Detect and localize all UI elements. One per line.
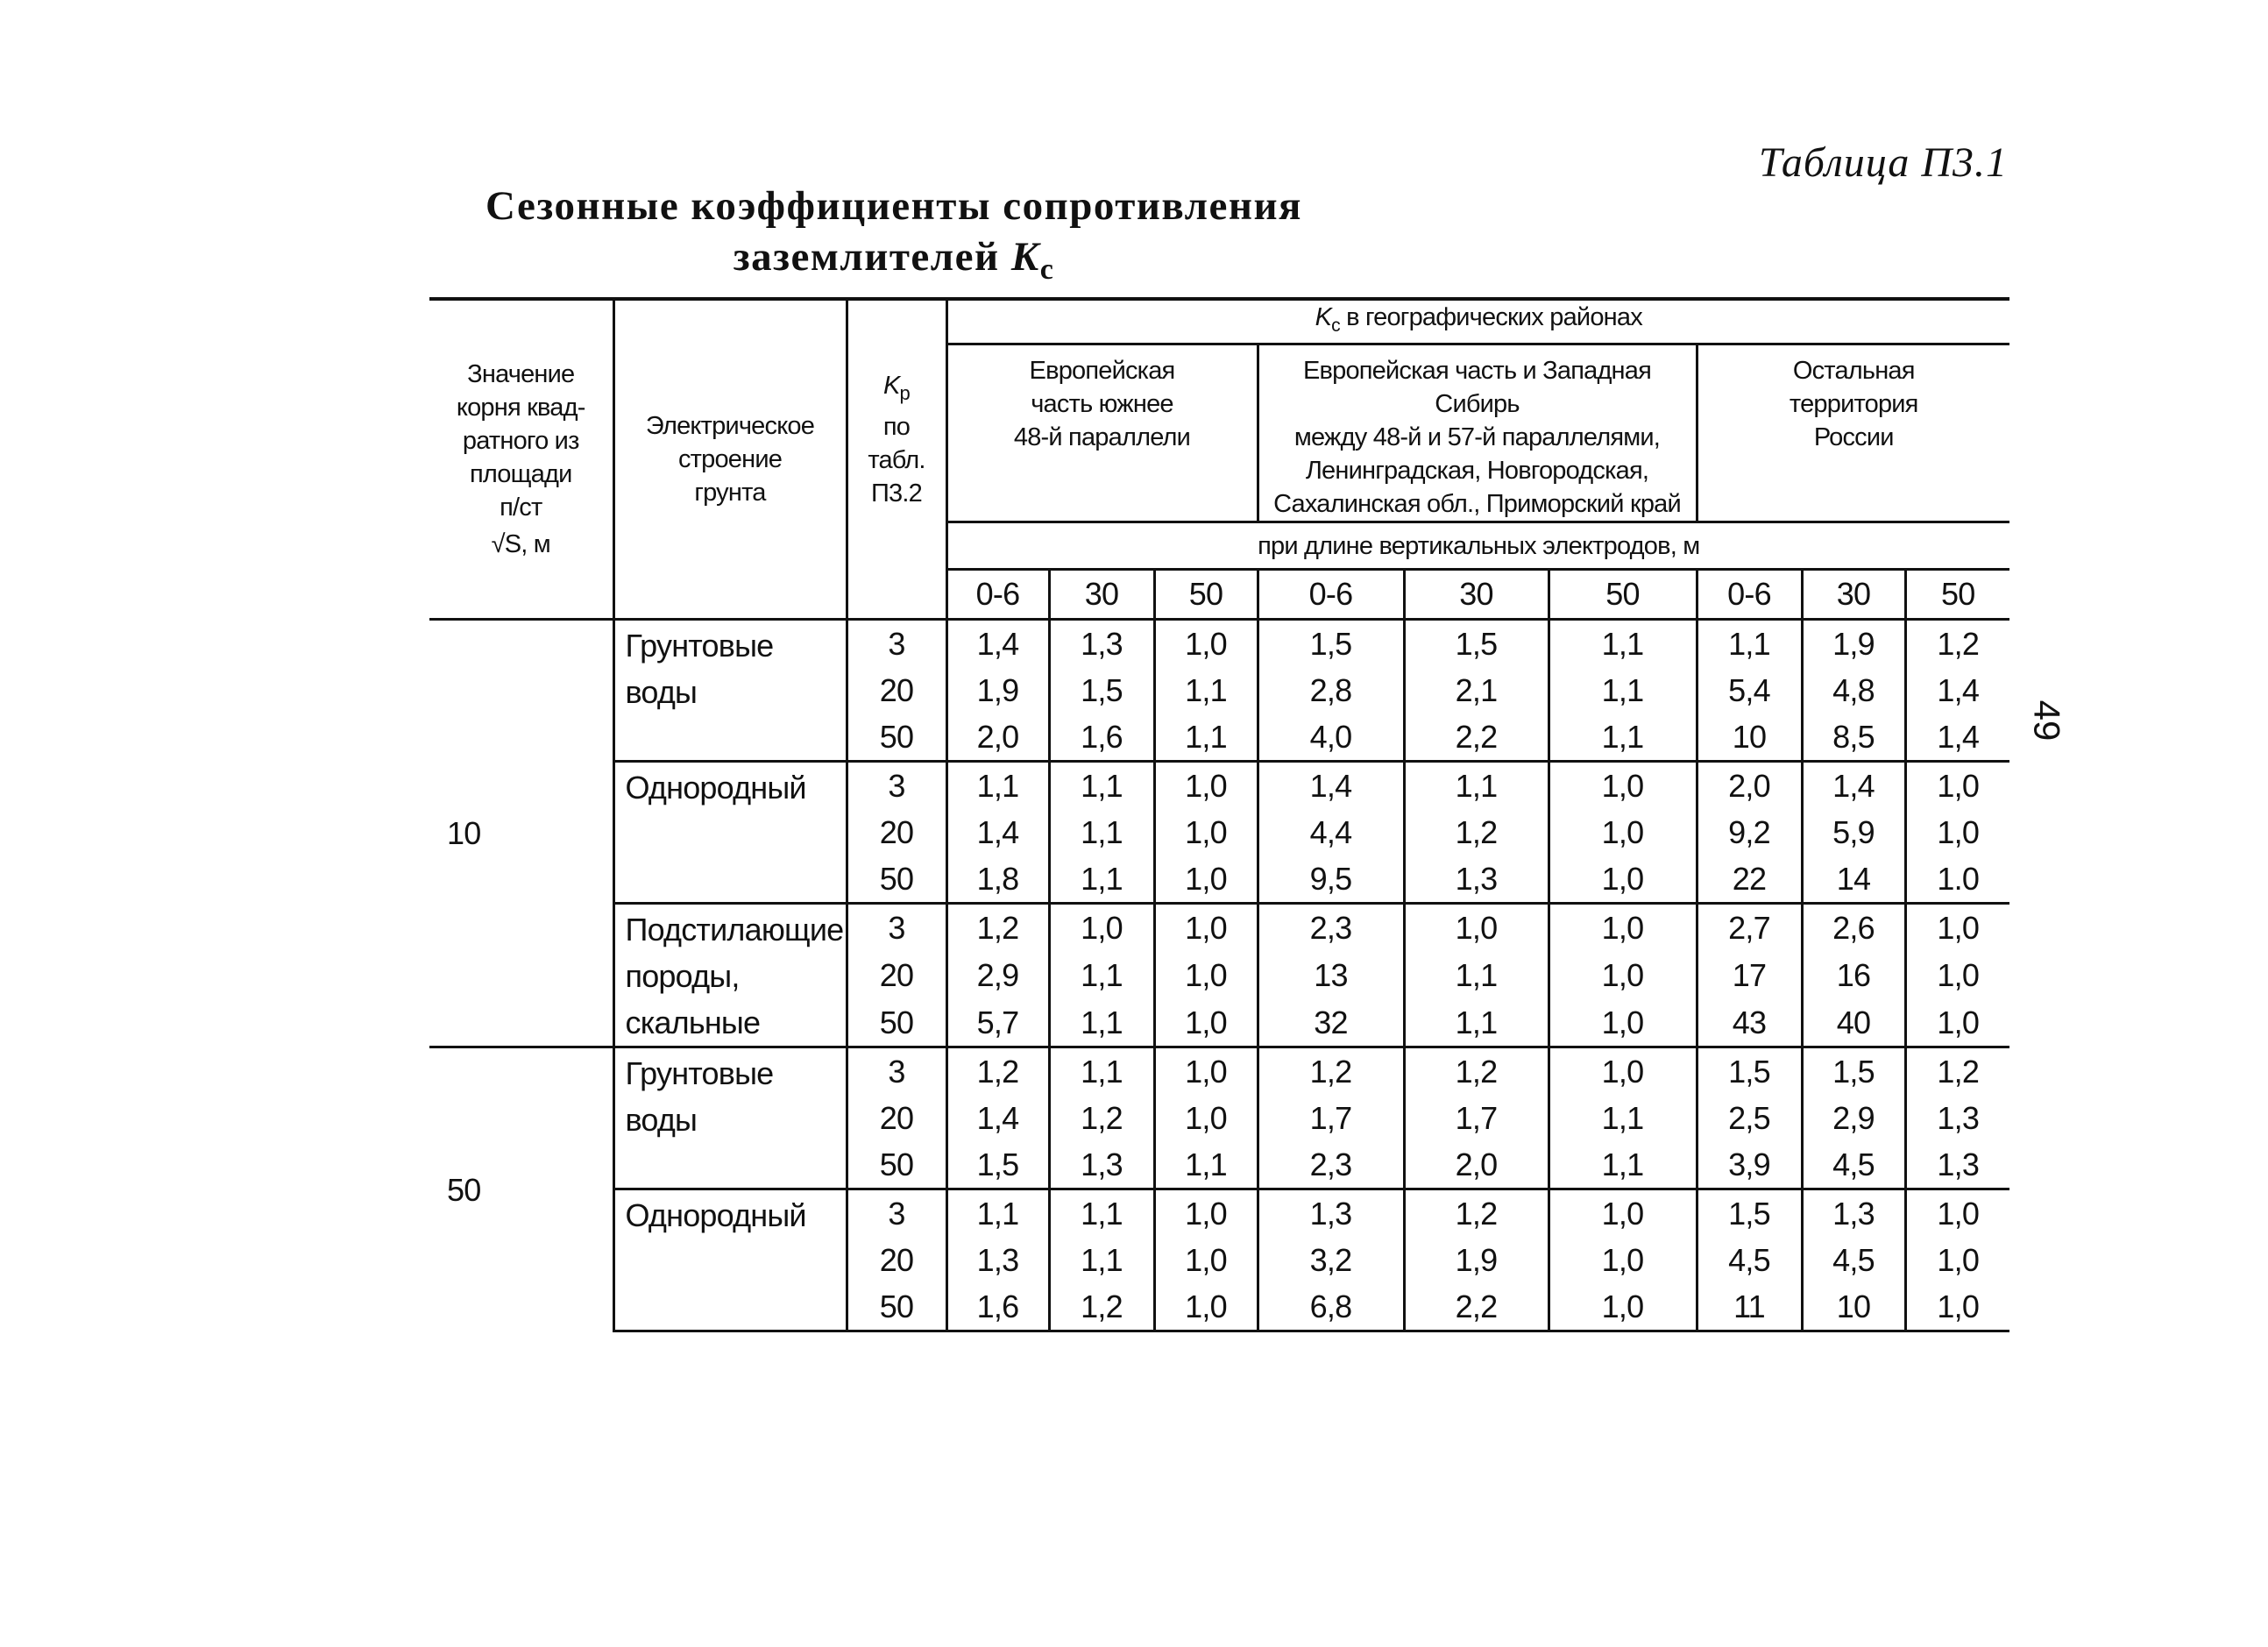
kc-value: 2,0 xyxy=(1404,1141,1549,1189)
kc-value: 1,1 xyxy=(1049,998,1154,1047)
title-line-2 xyxy=(0,231,1788,295)
region-2-text xyxy=(1259,354,1696,521)
kc-value: 1,1 xyxy=(946,762,1049,810)
soil-type xyxy=(613,1189,847,1331)
header-area-text xyxy=(429,358,613,524)
text-line: площади xyxy=(469,460,572,488)
kc-value: 1,0 xyxy=(1154,1189,1258,1238)
kc-value: 1,0 xyxy=(1549,952,1697,999)
kc-value: 2,0 xyxy=(1697,762,1802,810)
text-line: Европейская xyxy=(1029,357,1175,385)
kc-value: 1,5 xyxy=(1404,620,1549,668)
text-line: табл. xyxy=(868,445,925,474)
kc-value: 1,1 xyxy=(1404,762,1549,810)
kc-value: 1,5 xyxy=(1049,667,1154,713)
kc-value: 1,0 xyxy=(1154,1047,1258,1096)
kc-value: 14 xyxy=(1802,855,1905,904)
kc-value: 1,0 xyxy=(1549,1283,1697,1331)
text-line: строение xyxy=(677,445,783,473)
electrode-length-header: 0-6 xyxy=(946,570,1049,620)
kp-value: 50 xyxy=(847,855,946,904)
kc-value: 9,2 xyxy=(1697,809,1802,855)
header-kp-text xyxy=(848,410,946,510)
kc-value: 1,1 xyxy=(1154,667,1258,713)
kc-value: 1,2 xyxy=(1404,1047,1549,1096)
kc-value: 1,4 xyxy=(1905,713,2009,762)
kc-value: 1,1 xyxy=(1049,855,1154,904)
kc-value: 1,3 xyxy=(1049,620,1154,668)
text-line: территория xyxy=(1789,390,1918,418)
title-symbol-sub: с xyxy=(1039,253,1055,286)
kc-value: 1,1 xyxy=(1049,1189,1154,1238)
kc-value: 1,0 xyxy=(1549,855,1697,904)
kc-value: 1,3 xyxy=(1905,1141,2009,1189)
kc-value: 1,0 xyxy=(1905,1189,2009,1238)
kc-value: 1,1 xyxy=(1404,998,1549,1047)
kc-value: 4,5 xyxy=(1802,1141,1905,1189)
kc-value: 1,0 xyxy=(1154,620,1258,668)
kc-value: 2,9 xyxy=(1802,1095,1905,1141)
text-line: по xyxy=(882,412,911,441)
text-line: грунта xyxy=(694,479,766,507)
kp-value: 20 xyxy=(847,809,946,855)
electrode-length-header: 50 xyxy=(1905,570,2009,620)
kc-value: 1,1 xyxy=(946,1189,1049,1238)
kc-value: 1,1 xyxy=(1549,1141,1697,1189)
header-region-1 xyxy=(946,344,1258,522)
kc-value: 1,5 xyxy=(946,1141,1049,1189)
kc-value: 16 xyxy=(1802,952,1905,999)
kc-value: 1,0 xyxy=(1154,762,1258,810)
kc-value: 11 xyxy=(1697,1283,1802,1331)
soil-type-line: породы, xyxy=(625,958,740,994)
kc-value: 4,8 xyxy=(1802,667,1905,713)
kc-value: 3,9 xyxy=(1697,1141,1802,1189)
kc-value: 1,1 xyxy=(1549,713,1697,762)
kc-value: 1,1 xyxy=(1049,1237,1154,1283)
kc-value: 1,9 xyxy=(946,667,1049,713)
kc-value: 1,9 xyxy=(1802,620,1905,668)
kc-value: 1,1 xyxy=(1404,952,1549,999)
title-line-1: Сезонные коэффициенты сопротивления xyxy=(485,183,1302,229)
text-line: п/ст xyxy=(500,493,542,522)
soil-type-line: воды xyxy=(625,1102,698,1138)
region-3-text xyxy=(1698,354,2010,454)
kc-value: 1,0 xyxy=(1549,904,1697,952)
table-row xyxy=(429,1047,2009,1096)
header-region-3 xyxy=(1697,344,2009,522)
kc-value: 1,2 xyxy=(1049,1095,1154,1141)
kc-value: 1,2 xyxy=(1905,620,2009,668)
kc-value: 1,1 xyxy=(1549,667,1697,713)
kc-value: 1,0 xyxy=(1549,998,1697,1047)
table-row xyxy=(429,762,2009,810)
kc-value: 32 xyxy=(1258,998,1404,1047)
kc-value: 2,7 xyxy=(1697,904,1802,952)
kc-value: 1,1 xyxy=(1154,713,1258,762)
kc-value: 1,0 xyxy=(1154,1237,1258,1283)
kc-value: 22 xyxy=(1697,855,1802,904)
kp-value: 3 xyxy=(847,620,946,668)
seasonal-coefficients-table xyxy=(429,297,2009,1332)
soil-type-line: Однородный xyxy=(625,770,806,806)
kc-value: 1,0 xyxy=(1549,1237,1697,1283)
kc-value: 4,4 xyxy=(1258,809,1404,855)
soil-type xyxy=(613,762,847,904)
kc-value: 1,2 xyxy=(1049,1283,1154,1331)
electrode-length-header: 50 xyxy=(1549,570,1697,620)
kp-sub: р xyxy=(899,381,910,404)
kp-value: 20 xyxy=(847,952,946,999)
kc-value: 8,5 xyxy=(1802,713,1905,762)
kc-value: 1,0 xyxy=(1404,904,1549,952)
kc-value: 43 xyxy=(1697,998,1802,1047)
header-area-unit: √S, м xyxy=(491,530,550,558)
kc-value: 1,8 xyxy=(946,855,1049,904)
kc-value: 2,6 xyxy=(1802,904,1905,952)
kc-value: 2,3 xyxy=(1258,904,1404,952)
kc-value: 1,0 xyxy=(1154,998,1258,1047)
kp-value: 50 xyxy=(847,713,946,762)
kc-value: 1,0 xyxy=(1905,952,2009,999)
kc-value: 1,0 xyxy=(1905,998,2009,1047)
kc-value: 1,6 xyxy=(946,1283,1049,1331)
kc-value: 2,1 xyxy=(1404,667,1549,713)
text-line: часть южнее xyxy=(1031,390,1173,418)
kc-value: 1,1 xyxy=(1049,809,1154,855)
soil-type-line: воды xyxy=(625,674,698,710)
table-row xyxy=(429,904,2009,952)
kc-value: 2,9 xyxy=(946,952,1049,999)
electrode-length-header: 50 xyxy=(1154,570,1258,620)
kc-value: 1,2 xyxy=(1404,1189,1549,1238)
kc-value: 1,0 xyxy=(1549,762,1697,810)
soil-type-line: Грунтовые xyxy=(625,1055,774,1091)
kc-value: 1,0 xyxy=(1154,904,1258,952)
kc-value: 2,8 xyxy=(1258,667,1404,713)
electrode-length-header: 30 xyxy=(1404,570,1549,620)
kc-value: 1,0 xyxy=(1154,855,1258,904)
kc-value: 1,6 xyxy=(1049,713,1154,762)
kc-value: 1,4 xyxy=(1258,762,1404,810)
soil-type-line: Грунтовые xyxy=(625,628,774,664)
kc-value: 1,0 xyxy=(1905,1237,2009,1283)
text-line: Европейская часть и Западная Сибирь xyxy=(1302,357,1652,418)
kc-value: 1,0 xyxy=(1549,809,1697,855)
kc-value: 1,4 xyxy=(946,620,1049,668)
kc-value: 1,1 xyxy=(1154,1141,1258,1189)
kc-value: 1,9 xyxy=(1404,1237,1549,1283)
kc-value: 40 xyxy=(1802,998,1905,1047)
kp-value: 20 xyxy=(847,1237,946,1283)
kc-value: 10 xyxy=(1802,1283,1905,1331)
kc-value: 9,5 xyxy=(1258,855,1404,904)
page-number: 49 xyxy=(2026,699,2068,742)
kc-value: 1,0 xyxy=(1905,904,2009,952)
kc-symbol: K xyxy=(1315,303,1332,332)
soil-type xyxy=(613,904,847,1047)
table-row xyxy=(429,620,2009,668)
kc-value: 4,5 xyxy=(1802,1237,1905,1283)
kc-value: 5,4 xyxy=(1697,667,1802,713)
kc-value: 10 xyxy=(1697,713,1802,762)
soil-type xyxy=(613,1047,847,1189)
kp-symbol: K xyxy=(883,372,900,400)
kc-value: 1,2 xyxy=(1404,809,1549,855)
text-line: ратного из xyxy=(462,427,579,455)
kc-value: 1,1 xyxy=(1049,1047,1154,1096)
kc-value: 1,0 xyxy=(1905,762,2009,810)
text-line: Сахалинская обл., Приморский край xyxy=(1273,490,1681,518)
text-line: между 48-й и 57-й параллелями, xyxy=(1293,423,1661,451)
text-line: 48-й параллели xyxy=(1013,423,1191,451)
kp-value: 3 xyxy=(847,1047,946,1096)
soil-type-line: Подстилающие xyxy=(625,912,844,948)
kp-value: 20 xyxy=(847,667,946,713)
kc-value: 5,9 xyxy=(1802,809,1905,855)
kp-value: 20 xyxy=(847,1095,946,1141)
kc-value: 1,3 xyxy=(1258,1189,1404,1238)
kc-value: 1,0 xyxy=(1549,1047,1697,1096)
kc-value: 1,4 xyxy=(946,1095,1049,1141)
kc-value: 1,0 xyxy=(1905,809,2009,855)
text-line: Значение xyxy=(467,360,575,388)
kc-value: 1,1 xyxy=(1549,1095,1697,1141)
kc-value: 1,2 xyxy=(1258,1047,1404,1096)
kc-value: 1,5 xyxy=(1802,1047,1905,1096)
header-soil-text xyxy=(615,409,846,509)
header-area-cell xyxy=(429,299,613,620)
title-symbol: K xyxy=(1010,234,1040,280)
table-title xyxy=(0,181,1788,295)
electrode-length-header: 0-6 xyxy=(1258,570,1404,620)
kc-value: 3,2 xyxy=(1258,1237,1404,1283)
soil-type xyxy=(613,620,847,762)
kc-value: 1,5 xyxy=(1697,1047,1802,1096)
kc-value: 1,3 xyxy=(1404,855,1549,904)
kc-value: 1,2 xyxy=(1905,1047,2009,1096)
title-line-2-text: заземлителей xyxy=(733,234,1000,280)
kc-value: 1,0 xyxy=(1154,952,1258,999)
kc-value: 17 xyxy=(1697,952,1802,999)
kc-value: 2,0 xyxy=(946,713,1049,762)
kc-value: 1,0 xyxy=(1154,809,1258,855)
kc-value: 2,2 xyxy=(1404,1283,1549,1331)
kc-value: 1,4 xyxy=(1802,762,1905,810)
kc-value: 1.0 xyxy=(1905,855,2009,904)
kc-value: 1,1 xyxy=(1549,620,1697,668)
kc-value: 1,0 xyxy=(1549,1189,1697,1238)
kc-value: 1,1 xyxy=(1697,620,1802,668)
kc-value: 1,5 xyxy=(1258,620,1404,668)
text-line: Электрическое xyxy=(645,412,815,440)
kc-value: 1,0 xyxy=(1154,1283,1258,1331)
electrode-length-header: 30 xyxy=(1802,570,1905,620)
header-soil-cell xyxy=(613,299,847,620)
electrode-length-header: 0-6 xyxy=(1697,570,1802,620)
kc-value: 1,2 xyxy=(946,904,1049,952)
text-line: Остальная xyxy=(1792,357,1915,385)
area-value: 10 xyxy=(429,620,613,1047)
kc-value: 1,7 xyxy=(1404,1095,1549,1141)
kp-value: 50 xyxy=(847,998,946,1047)
kc-value: 1,2 xyxy=(946,1047,1049,1096)
kc-value: 1,3 xyxy=(1905,1095,2009,1141)
kc-value: 1,7 xyxy=(1258,1095,1404,1141)
table-label: Таблица П3.1 xyxy=(1758,139,2008,186)
kc-value: 1,0 xyxy=(1049,904,1154,952)
area-value: 50 xyxy=(429,1047,613,1331)
kc-value: 1,3 xyxy=(1802,1189,1905,1238)
kc-text: в географических районах xyxy=(1346,303,1642,332)
kc-value: 1,5 xyxy=(1697,1189,1802,1238)
kc-value: 5,7 xyxy=(946,998,1049,1047)
text-line: корня квад- xyxy=(456,394,585,422)
kc-value: 1,3 xyxy=(946,1237,1049,1283)
kp-value: 50 xyxy=(847,1141,946,1189)
soil-type-line: Однородный xyxy=(625,1197,806,1233)
kc-sub: с xyxy=(1331,315,1340,336)
kp-value: 3 xyxy=(847,762,946,810)
header-kp-symbol xyxy=(848,369,946,410)
kc-value: 13 xyxy=(1258,952,1404,999)
kp-value: 50 xyxy=(847,1283,946,1331)
text-line: П3.2 xyxy=(871,479,922,508)
kc-value: 1,4 xyxy=(946,809,1049,855)
kc-value: 1,0 xyxy=(1154,1095,1258,1141)
kc-value: 2,3 xyxy=(1258,1141,1404,1189)
electrode-length-header: 30 xyxy=(1049,570,1154,620)
kc-value: 2,2 xyxy=(1404,713,1549,762)
kc-value: 6,8 xyxy=(1258,1283,1404,1331)
kc-value: 4,0 xyxy=(1258,713,1404,762)
kc-value: 1,4 xyxy=(1905,667,2009,713)
kc-value: 1,0 xyxy=(1905,1283,2009,1331)
kp-value: 3 xyxy=(847,904,946,952)
header-electrode-length: при длине вертикальных электродов, м xyxy=(946,522,2009,570)
kc-value: 4,5 xyxy=(1697,1237,1802,1283)
kc-value: 1,3 xyxy=(1049,1141,1154,1189)
region-1-text xyxy=(948,354,1257,454)
text-line: России xyxy=(1813,423,1894,451)
table-row xyxy=(429,1189,2009,1238)
kp-value: 3 xyxy=(847,1189,946,1238)
text-line: Ленинградская, Новгородская, xyxy=(1305,457,1649,485)
kc-value: 1,1 xyxy=(1049,762,1154,810)
header-kc-cell xyxy=(946,299,2009,344)
kc-value: 1,1 xyxy=(1049,952,1154,999)
header-region-2 xyxy=(1258,344,1697,522)
soil-type-line: скальные xyxy=(625,1005,761,1040)
header-kp-cell xyxy=(847,299,946,620)
kc-value: 2,5 xyxy=(1697,1095,1802,1141)
